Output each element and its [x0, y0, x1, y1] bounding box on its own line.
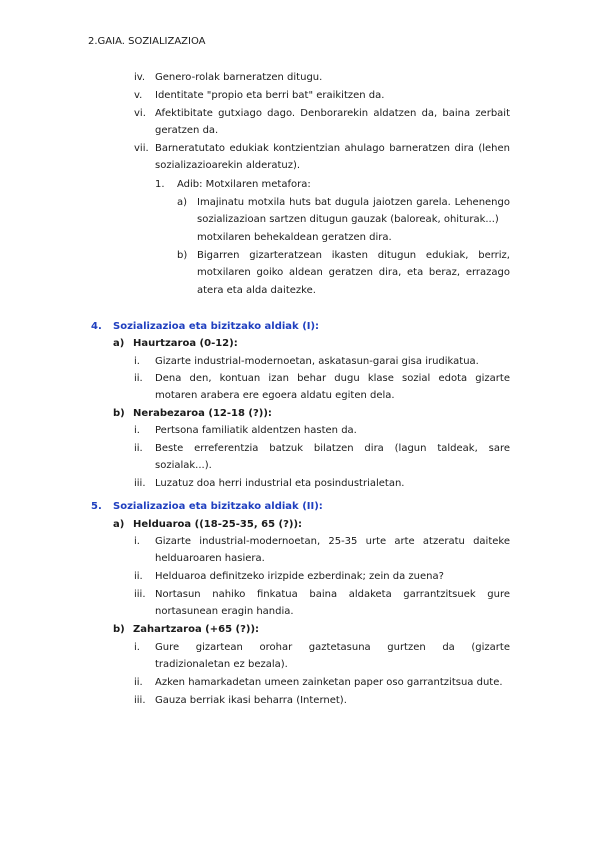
list-item-text: Gizarte industrial-modernoetan, askatasun-garai gisa irudikatua. [155, 356, 479, 367]
list-item-text: sozializazioan sartzen ditugun gauzak (baloreak, ohiturak...) [197, 214, 499, 225]
list-item-text: Nortasun nahiko finkatua baina aldaketa garrantzitsuek gure [155, 589, 510, 600]
list-marker: vi. [134, 108, 146, 119]
list-item-text: sozializazioarekin alderatuz). [155, 160, 301, 171]
list-item-text: Luzatuz doa herri industrial eta posindustrialetan. [155, 478, 405, 489]
section-title: Sozializazioa eta bizitzako aldiak (I): [113, 321, 320, 332]
list-item-text: Gauza berriak ikasi beharra (Internet). [155, 695, 347, 706]
list-item-text: motxilaren behekaldean geratzen dira. [197, 232, 392, 243]
list-marker: ii. [134, 571, 143, 582]
list-item-text: Genero-rolak barneratzen ditugu. [155, 72, 323, 83]
list-marker: i. [134, 642, 140, 653]
subsection-title: Nerabezaroa (12-18 (?)): [133, 408, 272, 419]
section-title: Sozializazioa eta bizitzako aldiak (II): [113, 501, 323, 512]
list-item-text: Adib: Motxilaren metafora: [177, 179, 311, 190]
list-marker: i. [134, 425, 140, 436]
list-marker: iii. [134, 478, 146, 489]
list-item-text: sozialak...). [155, 460, 212, 471]
list-item-text: helduaroaren hasiera. [155, 553, 265, 564]
subsection-marker: b) [113, 624, 125, 635]
list-marker: v. [134, 90, 143, 101]
list-item-text: Barneratutato edukiak kontzientzian ahulago barneratzen dira (lehen [155, 143, 510, 154]
list-marker: b) [177, 250, 188, 261]
subsection-title: Zahartzaroa (+65 (?)): [133, 624, 260, 635]
section-number: 5. [91, 501, 102, 512]
list-marker: ii. [134, 443, 143, 454]
list-marker: iii. [134, 589, 146, 600]
list-item-text: Pertsona familiatik aldentzen hasten da. [155, 425, 357, 436]
subsection-marker: a) [113, 519, 125, 530]
list-item-text: Imajinatu motxila huts bat dugula jaiotzen garela. Lehenengo [197, 197, 510, 208]
subsection-marker: b) [113, 408, 125, 419]
list-item-text: Gure gizartean orohar gaztetasuna gurtzen da (gizarte [155, 642, 510, 653]
section-number: 4. [91, 321, 102, 332]
list-item-text: Helduaroa definitzeko irizpide ezberdinak; zein da zuena? [155, 571, 444, 582]
list-item-text: atera eta alda daitezke. [197, 285, 316, 296]
list-marker: i. [134, 536, 140, 547]
list-marker: iii. [134, 695, 146, 706]
list-item-text: tradizionaletan ez bezala). [155, 659, 288, 670]
list-item-text: Identitate "propio eta berri bat" eraikitzen da. [155, 90, 385, 101]
subsection-title: Haurtzaroa (0-12): [133, 338, 238, 349]
list-marker: 1. [155, 179, 165, 190]
list-item-text: Afektibitate gutxiago dago. Denborarekin aldatzen da, baina zerbait [155, 108, 510, 119]
list-marker: a) [177, 197, 188, 208]
list-item-text: geratzen da. [155, 125, 219, 136]
list-item-text: Dena den, kontuan izan behar dugu klase sozial edota gizarte [155, 373, 510, 384]
list-marker: ii. [134, 677, 143, 688]
list-marker: i. [134, 356, 140, 367]
list-item-text: nortasunean eragin handia. [155, 606, 294, 617]
list-item-text: Gizarte industrial-modernoetan, 25-35 urte arte atzeratu daiteke [155, 536, 510, 547]
list-item-text: motxilaren goiko aldean geratzen dira, eta beraz, errazago [197, 267, 510, 278]
list-item-text: Bigarren gizarteratzean ikasten ditugun edukiak, berriz, [197, 250, 510, 261]
subsection-title: Helduaroa ((18-25-35, 65 (?)): [133, 519, 303, 530]
page-header: 2.GAIA. SOZIALIZAZIOA [88, 36, 206, 47]
list-marker: vii. [134, 143, 149, 154]
list-item-text: motaren arabera ere egoera aldatu egiten dela. [155, 390, 395, 401]
list-marker: iv. [134, 72, 146, 83]
subsection-marker: a) [113, 338, 125, 349]
list-item-text: Beste erreferentzia batzuk bilatzen dira (lagun taldeak, sare [155, 443, 510, 454]
list-item-text: Azken hamarkadetan umeen zainketan paper oso garrantzitsua dute. [155, 677, 503, 688]
list-marker: ii. [134, 373, 143, 384]
